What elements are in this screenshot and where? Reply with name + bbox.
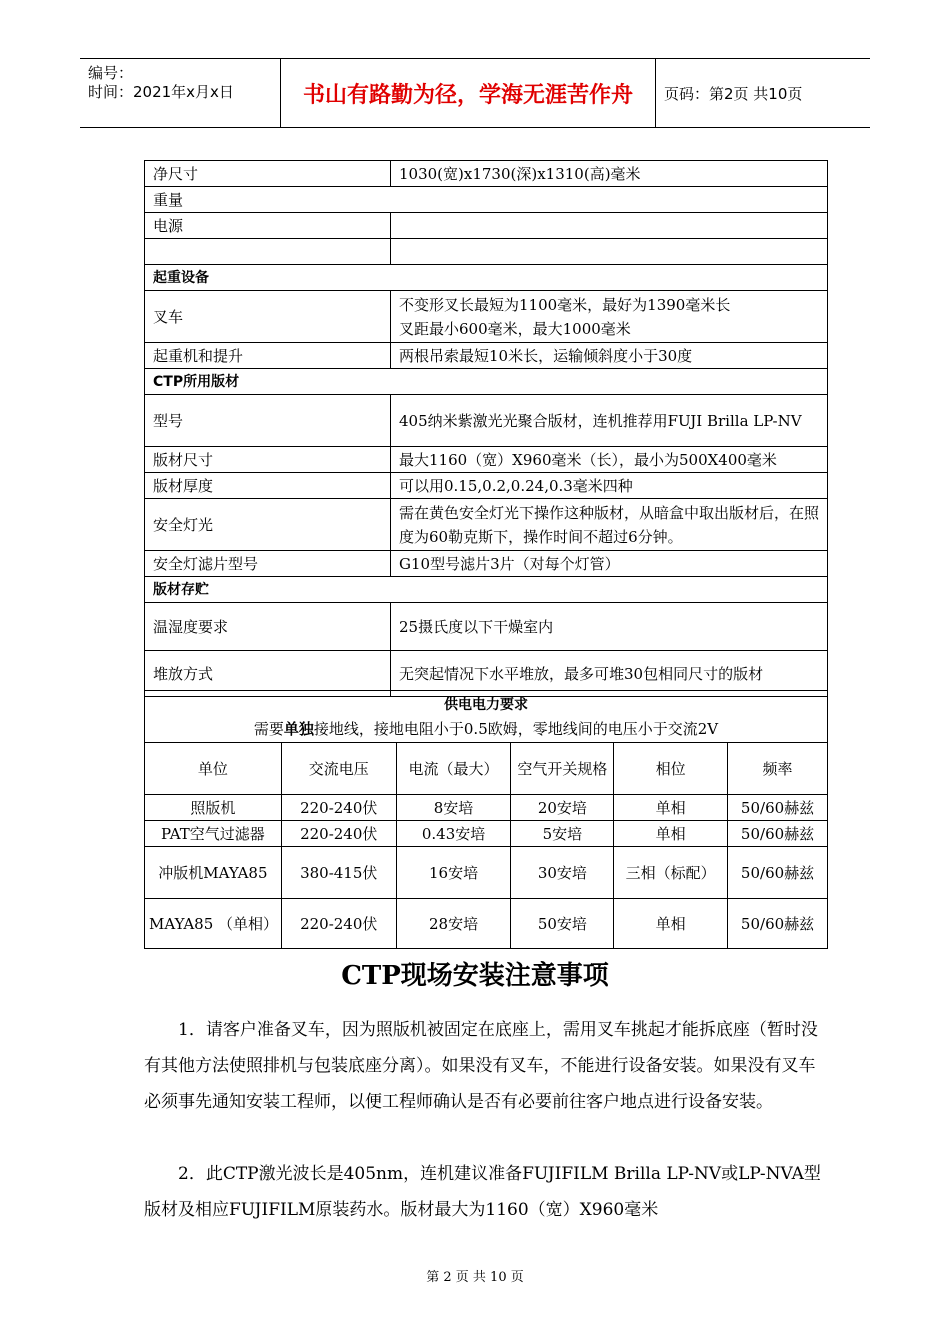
- table-cell: PAT空气过滤器: [145, 821, 282, 847]
- table-row: [145, 161, 828, 187]
- section-row: [145, 265, 828, 291]
- power-note-suffix: 接地线，接地电阻小于0.5欧姆，零地线间的电压小于交流2V: [313, 719, 719, 738]
- power-table: [144, 690, 828, 949]
- table-row: [145, 551, 828, 577]
- table-cell: 50/60赫兹: [728, 899, 828, 949]
- paragraph-1: 1．请客户准备叉车，因为照版机被固定在底座上，需用叉车挑起才能拆底座（暂时没有其他方法使照排机与包装底座分离）。如果没有叉车，不能进行设备安装。如果没有叉车必须事先通知安装工程师，以便工程师确认是否有必要前往客户地点进行设备安装。: [144, 1020, 818, 1112]
- cell-key: 安全灯光: [145, 499, 391, 551]
- table-cell: 16安培: [396, 847, 511, 899]
- power-note: [149, 717, 823, 741]
- cell-value: 需在黄色安全灯光下操作这种版材，从暗盒中取出版材后，在照度为60勒克斯下，操作时间不超过6分钟。: [391, 499, 828, 551]
- table-cell: 单相: [614, 899, 728, 949]
- power-note-prefix: 需要: [253, 719, 284, 738]
- doc-time-label: 时间：2021年x月x日: [88, 83, 234, 101]
- cell-value: 405纳米紫激光光聚合版材，连机推荐用FUJI Brilla LP-NV: [391, 395, 828, 447]
- section-heading: CTP所用版材: [145, 369, 828, 395]
- table-row: [145, 899, 828, 949]
- cell-key: 型号: [145, 395, 391, 447]
- cell-value: [391, 213, 828, 239]
- table-cell: 三相（标配）: [614, 847, 728, 899]
- cell-empty: [391, 239, 828, 265]
- cell-value: 可以用0.15,0.2,0.24,0.3毫米四种: [391, 473, 828, 499]
- cell-key: 电源: [145, 213, 391, 239]
- cell-value: G10型号滤片3片（对每个灯管）: [391, 551, 828, 577]
- cell-key: 堆放方式: [145, 651, 391, 697]
- table-row: [145, 395, 828, 447]
- column-header: 电流（最大）: [396, 743, 511, 795]
- cell-key: 起重机和提升: [145, 343, 391, 369]
- table-cell: 220-240伏: [281, 795, 396, 821]
- page-footer: 第 2 页 共 10 页: [426, 1270, 524, 1285]
- section-heading: 版材存贮: [145, 577, 828, 603]
- table-row: [145, 213, 828, 239]
- power-note-bold: 单独: [283, 719, 314, 738]
- section-title: CTP现场安装注意事项: [341, 961, 609, 991]
- cell-value: 1030(宽)x1730(深)x1310(高)毫米: [391, 161, 828, 187]
- cell-key: 净尺寸: [145, 161, 391, 187]
- table-cell: 5安培: [511, 821, 614, 847]
- table-row: [145, 447, 828, 473]
- column-header: 频率: [728, 743, 828, 795]
- cell-value: 最大1160（宽）X960毫米（长），最小为500X400毫米: [391, 447, 828, 473]
- spec-table: [144, 160, 828, 697]
- column-header: 空气开关规格: [511, 743, 614, 795]
- table-cell: MAYA85 （单相）: [145, 899, 282, 949]
- header-motto: 书山有路勤为径，学海无涯苦作舟: [280, 59, 656, 127]
- section-heading: 起重设备: [145, 265, 828, 291]
- table-row: [145, 821, 828, 847]
- table-cell: 单相: [614, 795, 728, 821]
- table-row: [145, 603, 828, 651]
- cell-key: 温湿度要求: [145, 603, 391, 651]
- cell-key: 重量: [145, 187, 828, 213]
- table-cell: 照版机: [145, 795, 282, 821]
- column-header: 相位: [614, 743, 728, 795]
- table-cell: 50安培: [511, 899, 614, 949]
- cell-value-line: 叉距最小600毫米，最大1000毫米: [399, 319, 631, 338]
- power-title: 供电电力要求: [444, 696, 528, 713]
- table-cell: 28安培: [396, 899, 511, 949]
- column-header: 单位: [145, 743, 282, 795]
- table-row: [145, 343, 828, 369]
- table-row: [145, 291, 828, 343]
- table-cell: 50/60赫兹: [728, 821, 828, 847]
- table-cell: 220-240伏: [281, 821, 396, 847]
- cell-value: [391, 291, 828, 343]
- cell-value: 无突起情况下水平堆放，最多可堆30包相同尺寸的版材: [391, 651, 828, 697]
- page-header: [80, 58, 870, 128]
- table-row: [145, 499, 828, 551]
- cell-value-line: 不变形叉长最短为1100毫米，最好为1390毫米长: [399, 295, 731, 314]
- table-row: [145, 795, 828, 821]
- cell-key: 版材厚度: [145, 473, 391, 499]
- header-page-number: 页码：第2页 共10页: [664, 84, 803, 103]
- table-cell: 8安培: [396, 795, 511, 821]
- paragraph-2: 2．此CTP激光波长是405nm，连机建议准备FUJIFILM Brilla LP-NV或LP-NVA型版材及相应FUJIFILM原装药水。版材最大为1160（宽）X960毫米: [144, 1164, 821, 1220]
- table-cell: 50/60赫兹: [728, 795, 828, 821]
- table-row: [145, 473, 828, 499]
- table-row: [145, 187, 828, 213]
- table-row: [145, 239, 828, 265]
- table-cell: 0.43安培: [396, 821, 511, 847]
- section-row: [145, 369, 828, 395]
- table-row: [145, 847, 828, 899]
- section-row: [145, 577, 828, 603]
- table-cell: 380-415伏: [281, 847, 396, 899]
- cell-key: 版材尺寸: [145, 447, 391, 473]
- power-title-cell: [145, 691, 828, 743]
- table-cell: 单相: [614, 821, 728, 847]
- doc-number-label: 编号：: [88, 64, 134, 82]
- header-meta: [80, 59, 280, 127]
- power-title-row: [145, 691, 828, 743]
- table-cell: 冲版机MAYA85: [145, 847, 282, 899]
- power-header-row: [145, 743, 828, 795]
- table-cell: 20安培: [511, 795, 614, 821]
- column-header: 交流电压: [281, 743, 396, 795]
- table-cell: 220-240伏: [281, 899, 396, 949]
- cell-key: 叉车: [145, 291, 391, 343]
- cell-value: 两根吊索最短10米长，运输倾斜度小于30度: [391, 343, 828, 369]
- table-cell: 50/60赫兹: [728, 847, 828, 899]
- cell-value: 25摄氏度以下干燥室内: [391, 603, 828, 651]
- cell-empty: [145, 239, 391, 265]
- cell-key: 安全灯滤片型号: [145, 551, 391, 577]
- table-cell: 30安培: [511, 847, 614, 899]
